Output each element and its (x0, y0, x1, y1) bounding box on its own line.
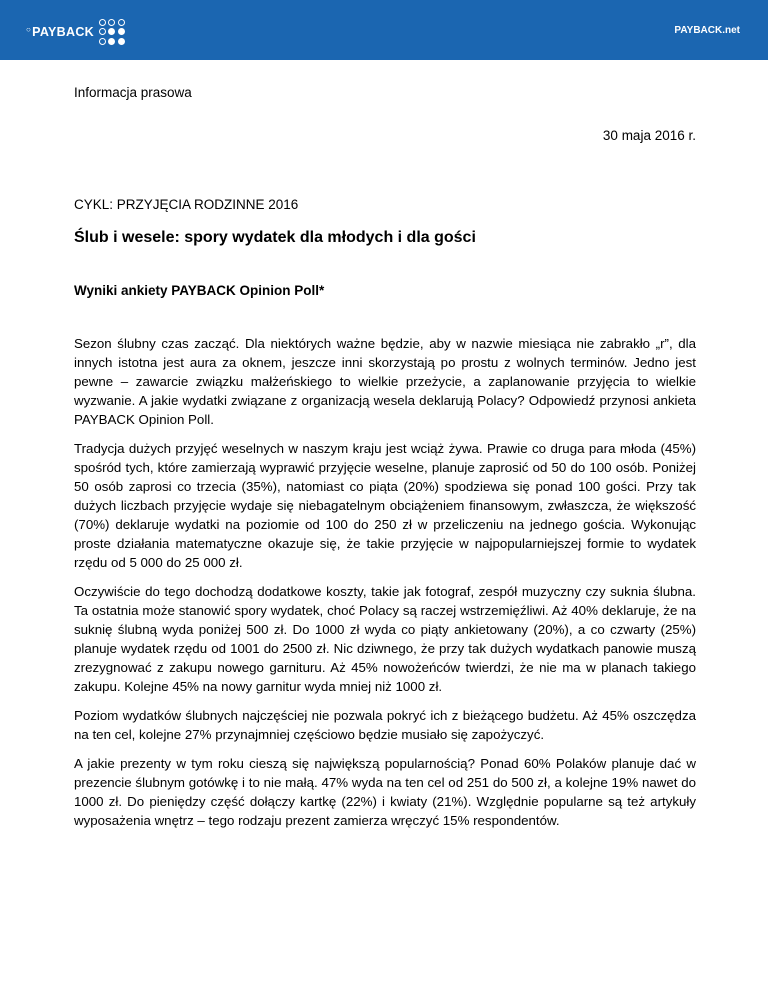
body-text (74, 334, 696, 830)
paragraph-2: Tradycja dużych przyjęć weselnych w naszym kraju jest wciąż żywa. Prawie co druga para młoda (45%) spośród tych, które zamierzają wyprawić przyjęcie weselne, planuje zaprosić od 50 do 100 osób. Poniżej 50 osób zaprosi co trzecia (35%), natomiast co piąta (20%) spodziewa się ponad 100 gości. Przy tak dużych liczbach przyjęcie wydaje się niebagatelnym obciążeniem finansowym, zwłaszcza, że większość (70%) deklaruje wydatki na poziomie od 100 do 250 zł w przeliczeniu na jednego gościa. Wykonując proste działania matematyczne okazuje się, że takie przyjęcie w najpopularniejszej formie to wydatek rzędu od 5 000 do 25 000 zł. (74, 441, 696, 570)
press-release-label: Informacja prasowa (74, 85, 192, 100)
document-title: Ślub i wesele: spory wydatek dla młodych i dla gości (74, 229, 476, 246)
document-body (74, 85, 696, 840)
paragraph-3: Oczywiście do tego dochodzą dodatkowe koszty, takie jak fotograf, zespół muzyczny czy suknia ślubna. Ta ostatnia może stanowić spory wydatek, choć Polacy są raczej wstrzemięźliwi. Aż 40% deklaruje, że na suknię ślubną wyda poniżej 500 zł. Do 1000 zł wyda co piąty ankietowany (20%), a co czwarty (25%) planuje wydatek rzędu od 1001 do 2500 zł. Nic dziwnego, że przy tak dużych wydatkach panowie muszą zrezygnować z zakupu nowego garnituru. Aż 45% nowożeńców twierdzi, że nie ma w planach takiego zakupu. Kolejne 45% na nowy garnitur wyda mniej niż 1000 zł. (74, 584, 696, 694)
header-bar (0, 0, 768, 60)
paragraph-5: A jakie prezenty w tym roku cieszą się największą popularnością? Ponad 60% Polaków planuje dać w prezencie ślubnym gotówkę i to nie małą. 47% wyda na ten cel od 251 do 500 zł, a kolejne 19% nawet do 1000 zł. Do pieniędzy część dołączy kartkę (22%) i kwiaty (21%). Względnie popularne są też artykuły wyposażenia wnętrz – tego rodzaju prezent zamierza wręczyć 15% respondentów. (74, 756, 696, 828)
series-label: CYKL: PRZYJĘCIA RODZINNE 2016 (74, 197, 299, 212)
logo-text: PAYBACK (32, 25, 94, 39)
site-link[interactable]: PAYBACK.net (674, 25, 740, 36)
logo-dots-icon (99, 19, 126, 46)
document-subtitle: Wyniki ankiety PAYBACK Opinion Poll* (74, 283, 325, 298)
paragraph-1: Sezon ślubny czas zacząć. Dla niektórych ważne będzie, aby w nazwie miesiąca nie zabrakło „r”, dla innych istotna jest aura za oknem, jeszcze inni skorzystają po prostu z wolnych terminów. Jedno jest pewne – zawarcie związku małżeńskiego to wielkie przeżycie, a zaplanowanie przyjęcia to wielkie wyzwanie. A jakie wydatki związane z organizacją wesela deklarują Polacy? Odpowiedź przynosi ankieta PAYBACK Opinion Poll. (74, 336, 696, 427)
document-date: 30 maja 2016 r. (602, 128, 696, 143)
payback-logo[interactable]: ○PAYBACK (26, 18, 126, 46)
paragraph-4: Poziom wydatków ślubnych najczęściej nie pozwala pokryć ich z bieżącego budżetu. Aż 45% oszczędza na ten cel, kolejne 27% przynajmniej częściowo będzie musiało się zapożyczyć. (74, 708, 696, 742)
